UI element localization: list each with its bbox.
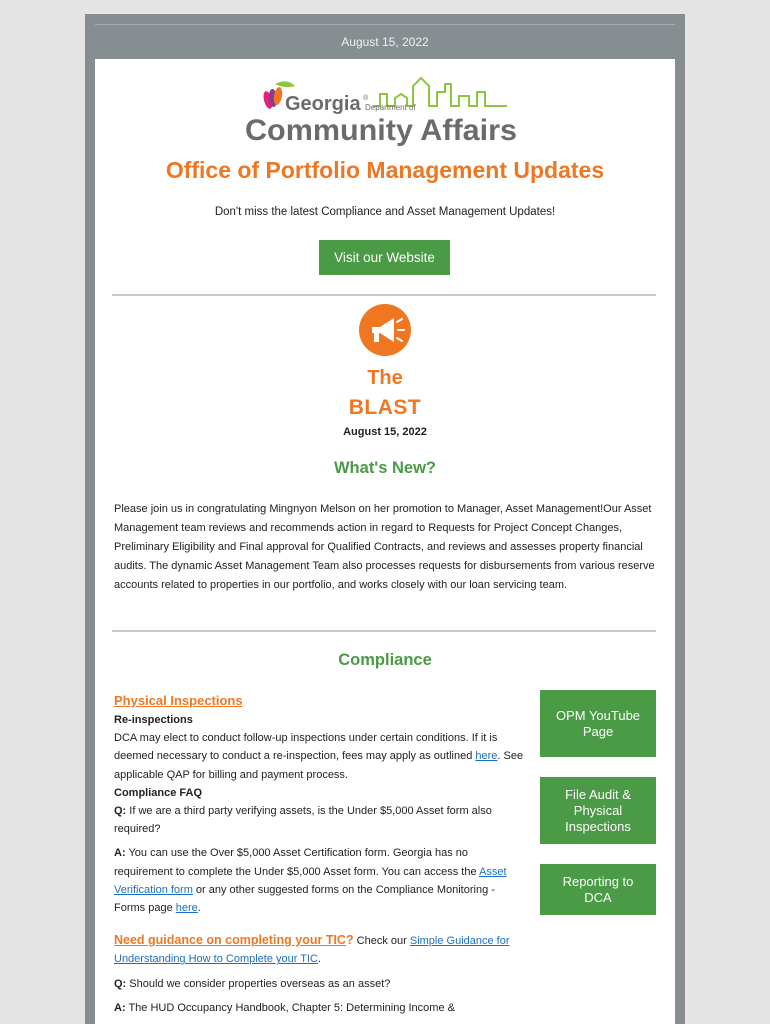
blast-title: BLAST — [348, 396, 422, 419]
faq-question-2: Q: Should we consider properties overseas as an asset? — [114, 977, 391, 990]
file-audit-button[interactable]: File Audit & Physical Inspections — [540, 777, 656, 844]
svg-text:Georgia: Georgia — [285, 93, 361, 115]
divider — [112, 630, 656, 632]
reinspections-text: DCA may elect to conduct follow-up inspections under certain conditions. If it is deemed necessary to conduct a re-inspection, fees may apply as outlined here. See applicable QAP for billing and payment process. — [114, 732, 524, 781]
whats-new-body: Please join us in congratulating Mingnyon Melson on her promotion to Manager, Asset Management!Our Asset Management team reviews and recommends action in regard to Requests for Project Concept Changes, Preliminary Eligibility and Final approval for Qualified Contracts, and reviews and assesses property financial audits. The dynamic Asset Management Team also processes requests for disbursements from various reserve accounts related to properties in our portfolio, and works closely with our loan servicing team. — [114, 503, 655, 591]
divider — [112, 294, 656, 296]
tic-guidance-link[interactable]: Need guidance on completing your TIC — [114, 933, 346, 948]
svg-text:®: ® — [363, 95, 369, 102]
megaphone-icon — [358, 303, 412, 357]
compliance-faq-label: Compliance FAQ — [114, 786, 203, 799]
svg-text:Department of: Department of — [365, 103, 416, 112]
faq-answer-2: A: The HUD Occupancy Handbook, Chapter 5: Determining Income & — [114, 1001, 455, 1014]
faq-answer-1: A: You can use the Over $5,000 Asset Certification form. Georgia has no requirement to complete the Under $5,000 Asset form. You can access the Asset Verification form or any other suggested forms on the Compliance Monitoring - Forms page here. — [114, 847, 507, 915]
simple-guidance-link[interactable]: Simple Guidance for Understanding How to Complete your TIC — [114, 935, 510, 966]
compliance-content — [114, 691, 524, 1017]
reporting-to-dca-button[interactable]: Reporting to DCA — [540, 864, 656, 915]
page-title: Office of Portfolio Management Updates — [165, 157, 605, 183]
forms-page-link[interactable]: here — [175, 902, 198, 915]
subtitle: Don't miss the latest Compliance and Asset Management Updates! — [214, 206, 556, 218]
tic-paragraph: Need guidance on completing your TIC? Check our Simple Guidance for Understanding How to Complete your TIC. — [114, 933, 510, 966]
header-date: August 15, 2022 — [95, 24, 675, 59]
blast-the: The — [367, 367, 403, 389]
compliance-heading: Compliance — [338, 651, 432, 669]
email-frame — [85, 14, 685, 1024]
email-card — [95, 59, 675, 1024]
reinspections-label: Re-inspections — [114, 714, 193, 726]
svg-text:Community Affairs: Community Affairs — [245, 114, 517, 146]
here-link[interactable]: here — [475, 750, 498, 763]
asset-verification-form-link[interactable]: Asset Verification form — [114, 865, 507, 896]
faq-question-1: Q: If we are a third party verifying assets, is the Under $5,000 Asset form also required? — [114, 805, 492, 836]
physical-inspections-link[interactable]: Physical Inspections — [114, 693, 243, 708]
opm-youtube-button[interactable]: OPM YouTube Page — [540, 690, 656, 757]
whats-new-heading: What's New? — [333, 459, 436, 477]
blast-date: August 15, 2022 — [343, 426, 427, 438]
dca-logo — [245, 66, 525, 146]
visit-website-button[interactable]: Visit our Website — [319, 240, 450, 275]
